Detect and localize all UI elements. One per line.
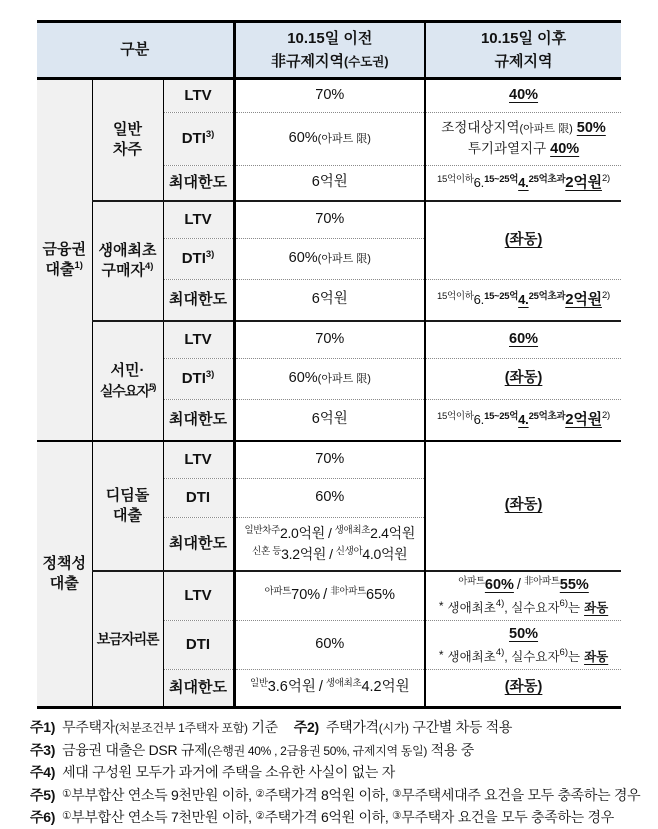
subgroup-seomin-label — [92, 321, 163, 441]
rowlabel-ltv — [163, 201, 234, 239]
cell-general-max-before — [234, 166, 425, 202]
note-text: 생애최초 — [447, 600, 496, 615]
value-text: 3.6억원 — [267, 679, 316, 696]
slash-separator: / — [516, 576, 521, 593]
ltv-label: LTV — [184, 586, 212, 604]
value-text: 70% — [315, 211, 345, 228]
non-apart-tag: 非아파트 — [523, 575, 560, 587]
didim-max-line2 — [238, 544, 423, 565]
dti-label: DTI — [185, 488, 211, 506]
dti-label: DTI — [181, 129, 206, 147]
cap-value3: 2억원 — [565, 411, 602, 429]
apart-only-note: (아파트 限) — [519, 122, 573, 135]
cell-didim-max-before — [234, 518, 425, 572]
value-text: 6억원 — [311, 291, 348, 308]
header-gubun-label: 구분 — [120, 41, 150, 59]
footnote-text: 무주택세대주 요건을 모두 충족하는 경우 — [401, 786, 641, 803]
subgroup-first-sup: 4) — [145, 261, 154, 272]
value-text: 40% — [550, 141, 580, 157]
footnote-1 — [30, 717, 658, 740]
header-before — [234, 22, 425, 79]
slash-separator: / — [329, 546, 333, 562]
value-text: 70% — [315, 451, 345, 468]
slash-separator: / — [318, 679, 323, 696]
value-text: 60% — [484, 576, 514, 593]
first-time-tag: 생애최초 — [325, 678, 362, 690]
cell-bogeum-max-before — [234, 670, 425, 708]
cap-value1: 6. — [473, 292, 485, 308]
group-financial-text: 대출 — [45, 261, 75, 278]
ltv-label: LTV — [184, 450, 212, 468]
rowlabel-max — [163, 280, 234, 322]
footnote-text: 금융권 대출은 DSR 규제 — [62, 741, 208, 758]
footnote-label: 주5) — [30, 786, 56, 803]
subgroup-seomin-line2 — [95, 382, 161, 401]
cap-tier1: 15억이하 — [437, 174, 474, 186]
subgroup-bogeum-label — [92, 571, 163, 708]
cap-tier3: 25억초과 — [528, 411, 566, 423]
value-text: 50% — [509, 625, 539, 642]
footnote-4 — [30, 762, 658, 784]
footnote-text: 주택가격 8억원 이하, — [264, 786, 393, 803]
cap-tier2: 15~25억 — [484, 291, 519, 303]
cell-first-max-after — [425, 280, 621, 322]
footnote-label: 주1) — [30, 719, 56, 735]
footnote-text: 주택가격 — [325, 719, 379, 735]
non-apart-tag: 非아파트 — [330, 586, 367, 598]
circled-number: ③ — [392, 810, 402, 822]
footnotes — [30, 717, 658, 829]
header-after — [425, 22, 621, 79]
footnote-label: 주4) — [30, 764, 56, 780]
cap-sup: 2) — [601, 173, 611, 185]
value-text: 55% — [559, 576, 589, 593]
cap-value2: 4. — [518, 175, 529, 191]
rowlabel-dti — [163, 113, 234, 166]
footnote-label: 주6) — [30, 809, 56, 825]
header-row — [37, 22, 621, 79]
ltv-label: LTV — [184, 330, 212, 348]
cell-bogeum-dti-before — [234, 621, 425, 670]
didim-max-line1 — [238, 523, 423, 544]
didim-tag: 신혼 등 — [252, 546, 282, 557]
footnote-label: 주2) — [293, 719, 319, 735]
max-label: 최대한도 — [169, 534, 227, 552]
footnote-paren: (은행권 40% , 2금융권 50%, 규제지역 동일) — [207, 743, 428, 758]
same-as-left: 좌동 — [584, 649, 609, 664]
same-as-left: 좌동 — [584, 600, 609, 615]
dti-label: DTI — [181, 249, 206, 267]
footnote-paren: (시가) — [378, 721, 409, 735]
note-text: 는 — [567, 649, 581, 664]
cell-general-dti-after — [425, 113, 621, 166]
group-financial-sup: 1) — [74, 260, 83, 271]
group-policy-line1: 정책성 — [42, 554, 86, 572]
dti-label: DTI — [185, 635, 211, 653]
subgroup-seomin-line1: 서민· — [110, 362, 145, 380]
header-gubun — [37, 22, 234, 79]
header-before-region: 非규제지역 — [271, 53, 344, 70]
header-before-region-small: (수도권) — [343, 55, 389, 69]
rowlabel-ltv — [163, 79, 234, 113]
rowlabel-dti — [163, 359, 234, 400]
subgroup-seomin-sup: 5) — [149, 381, 156, 393]
rowlabel-max — [163, 166, 234, 202]
rowlabel-max — [163, 400, 234, 442]
cell-bogeum-ltv-before — [234, 571, 425, 621]
header-after-line1: 10.15일 이후 — [480, 29, 567, 47]
bogeum-ltv-after-values — [428, 575, 619, 596]
value-text: 65% — [366, 587, 396, 604]
note-text: , 실수요자 — [504, 600, 560, 615]
same-as-left: (좌동) — [504, 497, 543, 514]
subgroup-general-label — [92, 79, 163, 202]
footnote-3 — [30, 740, 658, 763]
row-first-ltv — [37, 201, 621, 239]
cap-tier3: 25억초과 — [528, 174, 566, 186]
subgroup-didim-line1: 디딤돌 — [105, 486, 150, 504]
value-text: 60% — [288, 130, 318, 147]
overheat-text: 투기과열지구 — [467, 141, 547, 156]
cell-seomin-ltv-after — [425, 321, 621, 359]
footnote-text: 무주택자 — [62, 719, 115, 735]
footnote-text: 부부합산 연소득 7천만원 이하, — [71, 809, 256, 825]
rowlabel-ltv — [163, 571, 234, 621]
max-label: 최대한도 — [169, 678, 227, 696]
footnote-paren: (처분조건부 1주택자 포함) — [114, 721, 248, 735]
cell-seomin-dti-before — [234, 359, 425, 400]
subgroup-first-text: 구매자 — [101, 262, 146, 279]
row-seomin-ltv — [37, 321, 621, 359]
group-financial-label — [37, 79, 92, 442]
apart-only-note: (아파트 限) — [317, 133, 371, 146]
overheat-line — [428, 139, 619, 160]
didim-value: 3.2억원 — [281, 546, 327, 562]
cap-tier2: 15~25억 — [484, 411, 519, 423]
cell-bogeum-dti-after — [425, 621, 621, 670]
circled-number: ① — [62, 787, 72, 800]
same-as-left: (좌동) — [504, 370, 543, 387]
note-sup: 4) — [495, 646, 505, 658]
subgroup-general-line2: 차주 — [113, 141, 142, 158]
note-sup: 6) — [559, 597, 568, 609]
subgroup-first-line1: 생애최초 — [98, 241, 157, 259]
adjusted-region-text: 조정대상지역 — [441, 119, 520, 135]
max-label: 최대한도 — [169, 173, 227, 191]
circled-number: ① — [62, 810, 72, 822]
same-as-left: (좌동) — [504, 231, 543, 248]
value-text: 6억원 — [311, 411, 348, 428]
cell-seomin-max-before — [234, 400, 425, 442]
cell-first-ltv-before — [234, 201, 425, 239]
didim-tag: 일반차주 — [244, 525, 280, 536]
cap-value3: 2억원 — [565, 174, 602, 192]
value-text: 60% — [509, 331, 539, 348]
note-text: , 실수요자 — [504, 649, 560, 664]
bogeum-ltv-note — [428, 597, 619, 617]
group-policy-line2: 대출 — [49, 575, 79, 592]
cap-sup: 2) — [601, 290, 611, 302]
footnote-text: 적용 중 — [427, 741, 474, 758]
general-tag: 일반 — [249, 678, 268, 690]
slash-separator: / — [327, 525, 332, 541]
cell-first-ltvdti-after — [425, 201, 621, 280]
dti-sup: 3) — [205, 128, 215, 140]
cell-general-ltv-before — [234, 79, 425, 113]
bogeum-dti-after-value — [428, 624, 619, 645]
rowlabel-dti — [163, 239, 234, 280]
value-text: 60% — [315, 489, 345, 506]
footnote-5 — [30, 784, 658, 807]
cap-tier1: 15억이하 — [437, 291, 474, 303]
footnote-text: 기준 — [247, 719, 278, 735]
subgroup-didim-label — [92, 441, 163, 571]
dti-sup: 3) — [205, 248, 215, 260]
subgroup-bogeum-text: 보금자리론 — [96, 630, 159, 647]
asterisk: * — [438, 647, 444, 662]
cap-value1: 6. — [473, 412, 485, 428]
cell-first-dti-before — [234, 239, 425, 280]
footnote-label: 주3) — [30, 741, 56, 758]
dti-label: DTI — [181, 369, 206, 387]
cap-sup: 2) — [601, 410, 611, 422]
cap-value1: 6. — [473, 175, 485, 191]
group-financial-line1: 금융권 — [42, 240, 86, 258]
subgroup-seomin-text: 실수요자 — [99, 382, 150, 399]
value-text: 70% — [315, 87, 345, 104]
max-label: 최대한도 — [169, 290, 227, 308]
group-financial-line2 — [39, 260, 90, 280]
footnote-text: 무주택자 요건을 모두 충족하는 경우 — [401, 809, 614, 825]
rowlabel-dti — [163, 479, 234, 518]
header-before-line2 — [238, 50, 423, 73]
max-label: 최대한도 — [169, 410, 227, 428]
value-text: 70% — [291, 587, 321, 604]
note-sup: 6) — [559, 646, 568, 658]
cell-general-dti-before — [234, 113, 425, 166]
subgroup-first-label — [92, 201, 163, 321]
note-text: 생애최초 — [447, 649, 496, 664]
value-text: 60% — [288, 250, 318, 267]
subgroup-didim-line2: 대출 — [113, 507, 142, 524]
cap-tier2: 15~25억 — [484, 174, 519, 186]
didim-value: 4.0억원 — [362, 546, 408, 562]
didim-tag: 신생아 — [335, 546, 363, 557]
cap-value2: 4. — [518, 412, 529, 428]
value-text: 70% — [315, 331, 345, 348]
value-text: 50% — [576, 119, 606, 136]
ltv-label: LTV — [184, 86, 212, 104]
cap-value3: 2억원 — [565, 291, 602, 309]
cap-value2: 4. — [518, 292, 529, 308]
value-text: 40% — [509, 87, 539, 104]
circled-number: ③ — [392, 787, 402, 800]
value-text: 6억원 — [311, 174, 348, 191]
rowlabel-ltv — [163, 321, 234, 359]
footnote-text: 주택가격 6억원 이하, — [264, 809, 393, 825]
apart-tag: 아파트 — [264, 586, 292, 598]
value-text: 60% — [315, 636, 345, 653]
cap-tier1: 15억이하 — [437, 411, 474, 423]
cell-didim-ltv-before — [234, 441, 425, 479]
value-text: 4.2억원 — [361, 679, 410, 696]
rowlabel-dti — [163, 621, 234, 670]
apart-tag: 아파트 — [458, 575, 485, 587]
didim-tag: 생애최초 — [334, 525, 371, 536]
didim-value: 2.0억원 — [279, 525, 325, 541]
row-didim-ltv — [37, 441, 621, 479]
group-policy-label — [37, 441, 92, 708]
didim-value: 2.4억원 — [370, 525, 416, 541]
circled-number: ② — [255, 810, 265, 822]
cell-general-max-after — [425, 166, 621, 202]
cell-first-max-before — [234, 280, 425, 322]
apart-only-note: (아파트 限) — [317, 373, 371, 386]
header-after-line2: 규제지역 — [494, 53, 553, 70]
rowlabel-max — [163, 670, 234, 708]
circled-number: ② — [255, 787, 265, 800]
rowlabel-ltv — [163, 441, 234, 479]
loan-regulation-table — [37, 20, 621, 709]
rowlabel-max — [163, 518, 234, 572]
subgroup-first-line2 — [95, 261, 161, 281]
asterisk: * — [438, 598, 444, 613]
cell-didim-after — [425, 441, 621, 571]
footnote-text: 구간별 차등 적용 — [408, 719, 513, 735]
note-text: 는 — [567, 600, 581, 615]
cell-seomin-ltv-before — [234, 321, 425, 359]
cell-bogeum-ltv-after — [425, 571, 621, 621]
cell-general-ltv-after — [425, 79, 621, 113]
adjusted-region-line — [428, 118, 619, 139]
cap-tier3: 25억초과 — [528, 291, 566, 303]
note-sup: 4) — [495, 597, 505, 609]
cell-didim-dti-before — [234, 479, 425, 518]
footnote-text: 부부합산 연소득 9천만원 이하, — [71, 786, 256, 803]
cell-seomin-max-after — [425, 400, 621, 442]
value-text: 60% — [288, 370, 318, 387]
row-general-ltv — [37, 79, 621, 113]
header-before-line1: 10.15일 이전 — [287, 29, 373, 47]
ltv-label: LTV — [184, 210, 212, 228]
footnote-text: 세대 구성원 모두가 과거에 주택을 소유한 사실이 없는 자 — [62, 764, 395, 780]
row-bogeum-ltv — [37, 571, 621, 621]
same-as-left: (좌동) — [504, 679, 543, 696]
bogeum-dti-note — [428, 646, 619, 666]
apart-only-note: (아파트 限) — [317, 253, 371, 266]
dti-sup: 3) — [205, 368, 215, 380]
footnote-6 — [30, 806, 658, 829]
slash-separator: / — [323, 587, 328, 604]
cell-seomin-dti-after — [425, 359, 621, 400]
subgroup-general-line1: 일반 — [113, 120, 142, 138]
cell-bogeum-max-after — [425, 670, 621, 708]
